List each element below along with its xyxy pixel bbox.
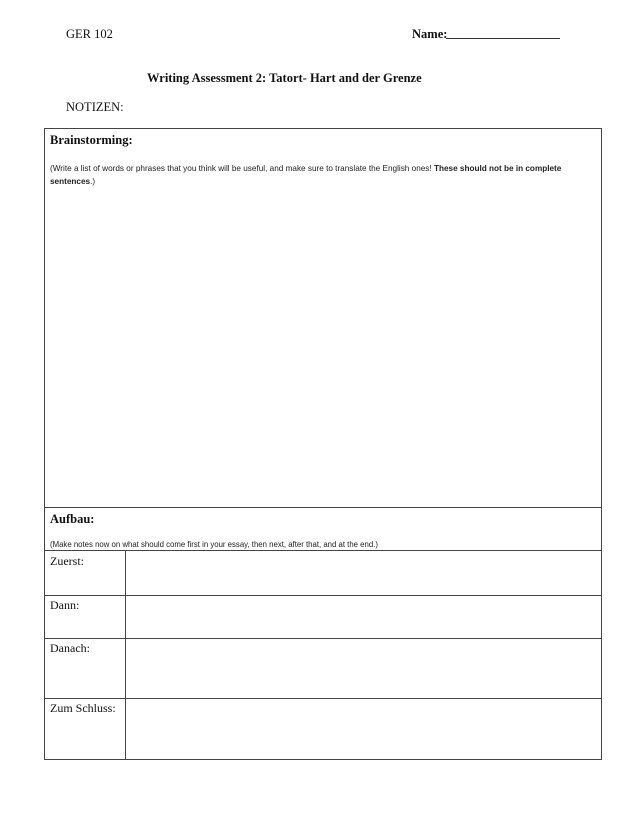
row-divider — [125, 638, 126, 698]
row-zum-schluss — [44, 698, 602, 760]
brainstorming-instruction-text: (Write a list of words or phrases that you think will be useful, and make sure to translate the English ones! — [50, 164, 434, 173]
row-dann — [44, 595, 602, 639]
page-title: Writing Assessment 2: Tatort- Hart and der Grenze — [147, 71, 422, 85]
name-label: Name: — [412, 27, 448, 41]
row-divider — [125, 551, 126, 595]
row-label-zuerst: Zuerst: — [50, 554, 84, 568]
course-code: GER 102 — [66, 27, 113, 41]
row-divider — [125, 595, 126, 638]
brainstorming-title: Brainstorming: — [50, 133, 133, 147]
row-label-zum-schluss: Zum Schluss: — [50, 701, 116, 715]
row-label-danach: Danach: — [50, 641, 90, 655]
brainstorming-instruction-bold: These should not be in complete sentences — [50, 164, 562, 186]
row-zuerst — [44, 550, 602, 596]
name-blank-line[interactable] — [446, 38, 560, 39]
row-divider — [125, 698, 126, 759]
aufbau-instructions: (Make notes now on what should come first in your essay, then next, after that, and at the end.) — [50, 540, 378, 549]
brainstorming-instructions — [50, 162, 596, 188]
row-danach — [44, 638, 602, 699]
brainstorming-instruction-end: .) — [90, 177, 96, 186]
aufbau-title: Aufbau: — [50, 512, 95, 526]
row-label-dann: Dann: — [50, 598, 80, 612]
notes-heading: NOTIZEN: — [66, 100, 124, 114]
